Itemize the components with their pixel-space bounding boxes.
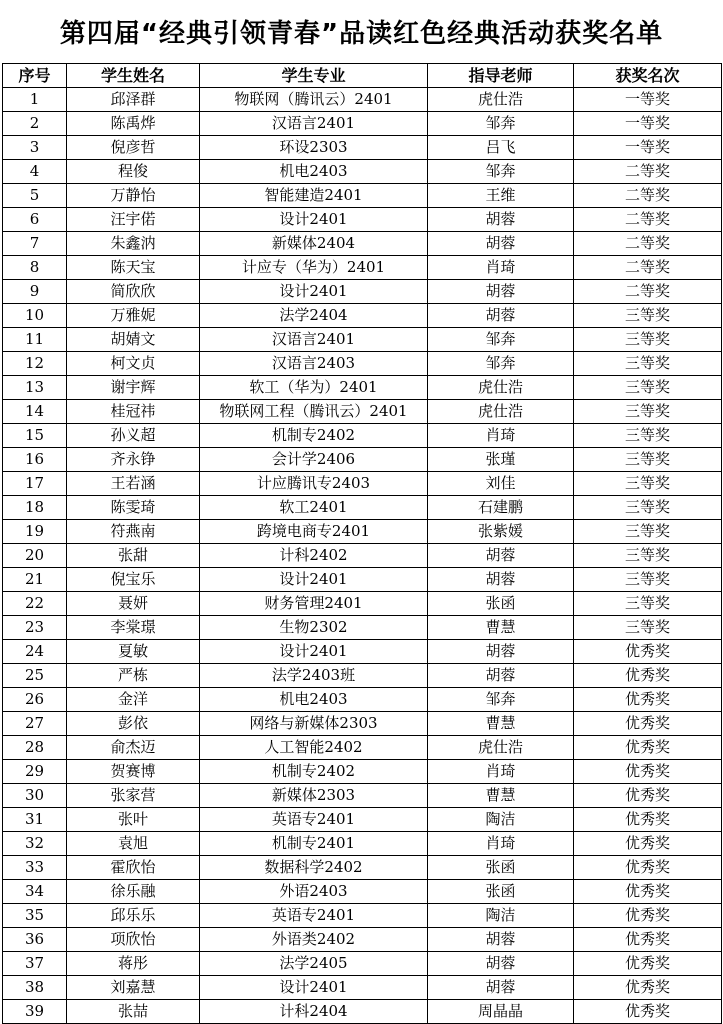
cell-award-rank: 二等奖 xyxy=(574,160,722,184)
cell-number: 30 xyxy=(3,784,67,808)
cell-advisor: 张函 xyxy=(428,592,574,616)
cell-number: 8 xyxy=(3,256,67,280)
cell-student-name: 夏敏 xyxy=(67,640,200,664)
cell-student-name: 张喆 xyxy=(67,1000,200,1024)
cell-award-rank: 三等奖 xyxy=(574,520,722,544)
cell-student-name: 倪宝乐 xyxy=(67,568,200,592)
table-row xyxy=(3,352,722,376)
cell-award-rank: 三等奖 xyxy=(574,352,722,376)
cell-award-rank: 三等奖 xyxy=(574,544,722,568)
cell-number: 33 xyxy=(3,856,67,880)
cell-advisor: 胡蓉 xyxy=(428,304,574,328)
table-row xyxy=(3,640,722,664)
cell-student-major: 机电2403 xyxy=(200,160,428,184)
cell-award-rank: 三等奖 xyxy=(574,400,722,424)
header-row xyxy=(3,64,722,88)
cell-advisor: 张紫媛 xyxy=(428,520,574,544)
cell-advisor: 张瑾 xyxy=(428,448,574,472)
cell-award-rank: 二等奖 xyxy=(574,232,722,256)
cell-student-name: 柯文贞 xyxy=(67,352,200,376)
table-row xyxy=(3,664,722,688)
cell-advisor: 胡蓉 xyxy=(428,280,574,304)
table-row xyxy=(3,976,722,1000)
cell-award-rank: 二等奖 xyxy=(574,256,722,280)
cell-number: 12 xyxy=(3,352,67,376)
cell-student-name: 彭依 xyxy=(67,712,200,736)
table-row xyxy=(3,136,722,160)
table-row xyxy=(3,160,722,184)
table-row xyxy=(3,424,722,448)
header-student-name: 学生姓名 xyxy=(67,64,200,88)
table-row xyxy=(3,784,722,808)
table-row xyxy=(3,952,722,976)
cell-number: 6 xyxy=(3,208,67,232)
cell-award-rank: 三等奖 xyxy=(574,568,722,592)
cell-award-rank: 二等奖 xyxy=(574,280,722,304)
cell-award-rank: 优秀奖 xyxy=(574,784,722,808)
table-row xyxy=(3,616,722,640)
cell-award-rank: 优秀奖 xyxy=(574,808,722,832)
table-row xyxy=(3,1000,722,1024)
cell-student-name: 万静怡 xyxy=(67,184,200,208)
cell-student-name: 蒋彤 xyxy=(67,952,200,976)
table-row xyxy=(3,232,722,256)
table-row xyxy=(3,328,722,352)
cell-award-rank: 优秀奖 xyxy=(574,832,722,856)
cell-student-name: 聂妍 xyxy=(67,592,200,616)
cell-student-major: 物联网工程（腾讯云）2401 xyxy=(200,400,428,424)
cell-student-name: 邱泽群 xyxy=(67,88,200,112)
cell-advisor: 虎仕浩 xyxy=(428,400,574,424)
cell-number: 15 xyxy=(3,424,67,448)
cell-award-rank: 优秀奖 xyxy=(574,856,722,880)
cell-student-name: 张家营 xyxy=(67,784,200,808)
cell-advisor: 虎仕浩 xyxy=(428,88,574,112)
cell-student-major: 设计2401 xyxy=(200,568,428,592)
cell-advisor: 周晶晶 xyxy=(428,1000,574,1024)
cell-award-rank: 三等奖 xyxy=(574,328,722,352)
cell-student-name: 王若涵 xyxy=(67,472,200,496)
cell-number: 11 xyxy=(3,328,67,352)
table-row xyxy=(3,544,722,568)
table-row xyxy=(3,256,722,280)
cell-award-rank: 三等奖 xyxy=(574,304,722,328)
table-body xyxy=(3,88,722,1024)
cell-student-major: 新媒体2404 xyxy=(200,232,428,256)
cell-advisor: 胡蓉 xyxy=(428,208,574,232)
cell-student-name: 霍欣怡 xyxy=(67,856,200,880)
header-number: 序号 xyxy=(3,64,67,88)
cell-number: 32 xyxy=(3,832,67,856)
table-row xyxy=(3,592,722,616)
cell-award-rank: 一等奖 xyxy=(574,112,722,136)
cell-student-name: 汪宇偌 xyxy=(67,208,200,232)
cell-award-rank: 优秀奖 xyxy=(574,928,722,952)
cell-student-name: 严栋 xyxy=(67,664,200,688)
table-header xyxy=(3,64,722,88)
table-row xyxy=(3,832,722,856)
table-row xyxy=(3,208,722,232)
cell-student-major: 生物2302 xyxy=(200,616,428,640)
cell-advisor: 胡蓉 xyxy=(428,232,574,256)
table-row xyxy=(3,904,722,928)
cell-number: 34 xyxy=(3,880,67,904)
cell-award-rank: 二等奖 xyxy=(574,208,722,232)
cell-student-major: 设计2401 xyxy=(200,976,428,1000)
cell-advisor: 邹奔 xyxy=(428,688,574,712)
table-row xyxy=(3,400,722,424)
cell-number: 13 xyxy=(3,376,67,400)
cell-number: 10 xyxy=(3,304,67,328)
cell-student-major: 物联网（腾讯云）2401 xyxy=(200,88,428,112)
table-row xyxy=(3,280,722,304)
cell-student-major: 外语2403 xyxy=(200,880,428,904)
table-row xyxy=(3,88,722,112)
cell-advisor: 虎仕浩 xyxy=(428,376,574,400)
cell-student-major: 法学2404 xyxy=(200,304,428,328)
cell-award-rank: 三等奖 xyxy=(574,448,722,472)
cell-number: 31 xyxy=(3,808,67,832)
cell-student-major: 计应腾讯专2403 xyxy=(200,472,428,496)
cell-advisor: 张函 xyxy=(428,856,574,880)
cell-student-major: 新媒体2303 xyxy=(200,784,428,808)
table-row xyxy=(3,496,722,520)
table-row xyxy=(3,112,722,136)
cell-student-major: 机制专2401 xyxy=(200,832,428,856)
cell-student-name: 谢宇辉 xyxy=(67,376,200,400)
document-title: 第四届“经典引领青春”品读红色经典活动获奖名单 xyxy=(59,19,664,49)
cell-student-name: 齐永铮 xyxy=(67,448,200,472)
cell-number: 9 xyxy=(3,280,67,304)
cell-student-major: 汉语言2401 xyxy=(200,328,428,352)
cell-number: 23 xyxy=(3,616,67,640)
cell-student-major: 设计2401 xyxy=(200,208,428,232)
cell-advisor: 石建鹏 xyxy=(428,496,574,520)
cell-advisor: 曹慧 xyxy=(428,712,574,736)
cell-advisor: 肖琦 xyxy=(428,832,574,856)
cell-student-major: 机电2403 xyxy=(200,688,428,712)
cell-student-major: 计科2402 xyxy=(200,544,428,568)
header-student-major: 学生专业 xyxy=(200,64,428,88)
award-table xyxy=(2,63,722,1024)
cell-student-major: 汉语言2403 xyxy=(200,352,428,376)
cell-number: 29 xyxy=(3,760,67,784)
cell-student-name: 邱乐乐 xyxy=(67,904,200,928)
cell-advisor: 曹慧 xyxy=(428,616,574,640)
cell-student-name: 陈天宝 xyxy=(67,256,200,280)
cell-award-rank: 优秀奖 xyxy=(574,952,722,976)
cell-student-major: 计应专（华为）2401 xyxy=(200,256,428,280)
cell-student-name: 刘嘉慧 xyxy=(67,976,200,1000)
cell-number: 19 xyxy=(3,520,67,544)
table-row xyxy=(3,736,722,760)
cell-student-major: 英语专2401 xyxy=(200,808,428,832)
cell-advisor: 张函 xyxy=(428,880,574,904)
cell-award-rank: 优秀奖 xyxy=(574,904,722,928)
cell-advisor: 陶洁 xyxy=(428,904,574,928)
cell-advisor: 胡蓉 xyxy=(428,544,574,568)
cell-number: 28 xyxy=(3,736,67,760)
table-row xyxy=(3,184,722,208)
table-row xyxy=(3,688,722,712)
cell-advisor: 胡蓉 xyxy=(428,976,574,1000)
cell-number: 20 xyxy=(3,544,67,568)
cell-number: 24 xyxy=(3,640,67,664)
cell-number: 2 xyxy=(3,112,67,136)
cell-number: 1 xyxy=(3,88,67,112)
cell-award-rank: 优秀奖 xyxy=(574,760,722,784)
cell-student-major: 跨境电商专2401 xyxy=(200,520,428,544)
cell-advisor: 胡蓉 xyxy=(428,928,574,952)
cell-number: 39 xyxy=(3,1000,67,1024)
cell-student-name: 程俊 xyxy=(67,160,200,184)
table-row xyxy=(3,928,722,952)
cell-student-major: 数据科学2402 xyxy=(200,856,428,880)
cell-number: 27 xyxy=(3,712,67,736)
cell-advisor: 邹奔 xyxy=(428,328,574,352)
cell-number: 36 xyxy=(3,928,67,952)
cell-award-rank: 一等奖 xyxy=(574,136,722,160)
table-row xyxy=(3,376,722,400)
cell-student-major: 英语专2401 xyxy=(200,904,428,928)
cell-number: 22 xyxy=(3,592,67,616)
cell-advisor: 胡蓉 xyxy=(428,640,574,664)
cell-student-name: 俞杰迈 xyxy=(67,736,200,760)
cell-number: 21 xyxy=(3,568,67,592)
cell-student-major: 智能建造2401 xyxy=(200,184,428,208)
cell-student-name: 项欣怡 xyxy=(67,928,200,952)
cell-advisor: 胡蓉 xyxy=(428,568,574,592)
cell-student-name: 陈禹烨 xyxy=(67,112,200,136)
cell-award-rank: 三等奖 xyxy=(574,472,722,496)
cell-student-name: 倪彦哲 xyxy=(67,136,200,160)
cell-number: 17 xyxy=(3,472,67,496)
cell-number: 38 xyxy=(3,976,67,1000)
cell-student-major: 会计学2406 xyxy=(200,448,428,472)
cell-student-major: 软工（华为）2401 xyxy=(200,376,428,400)
cell-student-major: 人工智能2402 xyxy=(200,736,428,760)
cell-advisor: 曹慧 xyxy=(428,784,574,808)
cell-student-name: 万雅妮 xyxy=(67,304,200,328)
cell-student-name: 简欣欣 xyxy=(67,280,200,304)
cell-advisor: 胡蓉 xyxy=(428,664,574,688)
cell-advisor: 陶洁 xyxy=(428,808,574,832)
cell-award-rank: 优秀奖 xyxy=(574,1000,722,1024)
cell-award-rank: 二等奖 xyxy=(574,184,722,208)
cell-number: 3 xyxy=(3,136,67,160)
cell-student-name: 胡婧文 xyxy=(67,328,200,352)
cell-award-rank: 优秀奖 xyxy=(574,688,722,712)
cell-number: 37 xyxy=(3,952,67,976)
cell-student-name: 符燕南 xyxy=(67,520,200,544)
cell-advisor: 邹奔 xyxy=(428,160,574,184)
cell-student-name: 贺赛博 xyxy=(67,760,200,784)
cell-advisor: 吕飞 xyxy=(428,136,574,160)
cell-student-major: 法学2405 xyxy=(200,952,428,976)
cell-advisor: 肖琦 xyxy=(428,760,574,784)
header-award-rank: 获奖名次 xyxy=(574,64,722,88)
cell-number: 16 xyxy=(3,448,67,472)
cell-student-name: 陈雯琦 xyxy=(67,496,200,520)
table-row xyxy=(3,712,722,736)
table-row xyxy=(3,880,722,904)
cell-advisor: 邹奔 xyxy=(428,112,574,136)
cell-advisor: 邹奔 xyxy=(428,352,574,376)
cell-award-rank: 三等奖 xyxy=(574,424,722,448)
cell-award-rank: 优秀奖 xyxy=(574,640,722,664)
cell-number: 4 xyxy=(3,160,67,184)
cell-student-name: 朱鑫汭 xyxy=(67,232,200,256)
cell-award-rank: 优秀奖 xyxy=(574,880,722,904)
table-row xyxy=(3,808,722,832)
cell-number: 26 xyxy=(3,688,67,712)
cell-number: 14 xyxy=(3,400,67,424)
cell-student-major: 计科2404 xyxy=(200,1000,428,1024)
cell-student-major: 设计2401 xyxy=(200,280,428,304)
table-row xyxy=(3,760,722,784)
cell-advisor: 虎仕浩 xyxy=(428,736,574,760)
cell-award-rank: 优秀奖 xyxy=(574,736,722,760)
cell-student-major: 财务管理2401 xyxy=(200,592,428,616)
cell-number: 25 xyxy=(3,664,67,688)
cell-number: 18 xyxy=(3,496,67,520)
cell-student-name: 徐乐融 xyxy=(67,880,200,904)
cell-award-rank: 优秀奖 xyxy=(574,664,722,688)
cell-advisor: 肖琦 xyxy=(428,424,574,448)
table-row xyxy=(3,472,722,496)
cell-student-name: 张叶 xyxy=(67,808,200,832)
cell-advisor: 王维 xyxy=(428,184,574,208)
cell-student-name: 李棠璟 xyxy=(67,616,200,640)
cell-student-major: 网络与新媒体2303 xyxy=(200,712,428,736)
cell-award-rank: 优秀奖 xyxy=(574,712,722,736)
cell-student-name: 金洋 xyxy=(67,688,200,712)
cell-student-major: 设计2401 xyxy=(200,640,428,664)
table-row xyxy=(3,448,722,472)
table-row xyxy=(3,856,722,880)
cell-award-rank: 三等奖 xyxy=(574,376,722,400)
table-row xyxy=(3,304,722,328)
cell-number: 35 xyxy=(3,904,67,928)
cell-advisor: 胡蓉 xyxy=(428,952,574,976)
cell-student-major: 软工2401 xyxy=(200,496,428,520)
cell-number: 5 xyxy=(3,184,67,208)
cell-student-name: 桂冠祎 xyxy=(67,400,200,424)
cell-student-major: 机制专2402 xyxy=(200,424,428,448)
cell-student-major: 汉语言2401 xyxy=(200,112,428,136)
cell-award-rank: 优秀奖 xyxy=(574,976,722,1000)
cell-student-name: 孙义超 xyxy=(67,424,200,448)
cell-student-name: 张甜 xyxy=(67,544,200,568)
cell-award-rank: 三等奖 xyxy=(574,616,722,640)
cell-number: 7 xyxy=(3,232,67,256)
cell-student-major: 法学2403班 xyxy=(200,664,428,688)
cell-advisor: 肖琦 xyxy=(428,256,574,280)
cell-advisor: 刘佳 xyxy=(428,472,574,496)
cell-award-rank: 三等奖 xyxy=(574,496,722,520)
cell-award-rank: 一等奖 xyxy=(574,88,722,112)
cell-student-name: 袁旭 xyxy=(67,832,200,856)
table-row xyxy=(3,520,722,544)
table-row xyxy=(3,568,722,592)
cell-student-major: 环设2303 xyxy=(200,136,428,160)
cell-student-major: 外语类2402 xyxy=(200,928,428,952)
cell-award-rank: 三等奖 xyxy=(574,592,722,616)
cell-student-major: 机制专2402 xyxy=(200,760,428,784)
header-advisor: 指导老师 xyxy=(428,64,574,88)
